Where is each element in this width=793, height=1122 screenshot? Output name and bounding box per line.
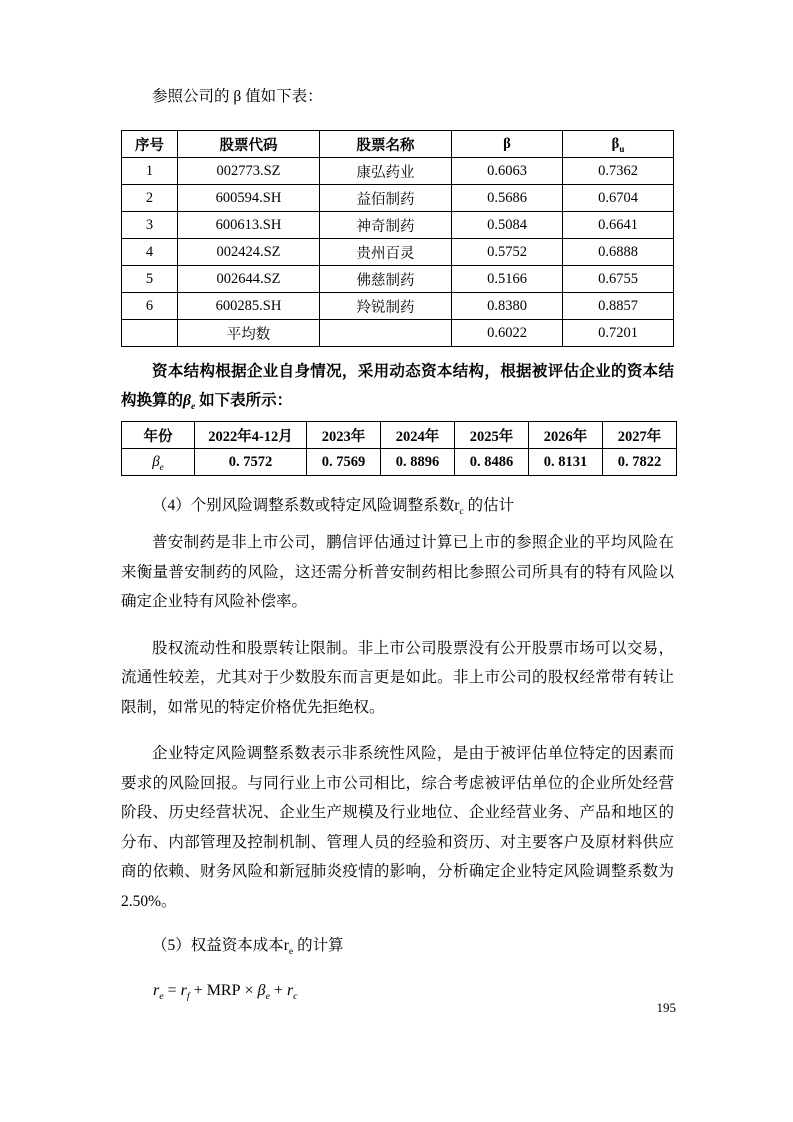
- cost-of-equity-formula: [153, 982, 674, 1003]
- heading-item-4: （4）个别风险调整系数或特定风险调整系数$r_c$ 的估计: [152, 497, 515, 518]
- rc-subscript: c: [459, 506, 464, 518]
- table-cell: 0.6063: [452, 158, 563, 185]
- beta-reference-table: [121, 130, 674, 347]
- col-header-2023: 2023年: [307, 422, 381, 449]
- table-cell: 益佰制药: [320, 185, 452, 212]
- table-cell: 3: [122, 212, 178, 239]
- table-cell: 0.6022: [452, 320, 563, 347]
- col-header-2026: 2026年: [529, 422, 603, 449]
- table-cell: 1: [122, 158, 178, 185]
- col-header-2027: 2027年: [603, 422, 677, 449]
- table-cell: 贵州百灵: [320, 239, 452, 266]
- formula-rc: $r_c$: [286, 982, 298, 1003]
- table-cell: 5: [122, 266, 178, 293]
- capital-text-after: 如下表所示：: [195, 392, 293, 409]
- times-sign: ×: [244, 982, 254, 999]
- table-cell: 0.8380: [452, 293, 563, 320]
- table-cell: 0.5166: [452, 266, 563, 293]
- table-cell: 600285.SH: [178, 293, 320, 320]
- table-cell: [320, 320, 452, 347]
- beta-e-row-label: $\beta_e$: [122, 449, 195, 476]
- col-header-stock-code: 股票代码: [178, 131, 320, 158]
- table-cell: 600594.SH: [178, 185, 320, 212]
- col-header-2022: 2022年4-12月: [195, 422, 307, 449]
- beta-e-symbol: $\beta_e$: [183, 392, 196, 413]
- col-header-2024: 2024年: [381, 422, 455, 449]
- beta-u-base: β: [611, 135, 620, 152]
- formula-beta-e: $\beta_e$: [257, 982, 270, 1003]
- table-cell: 0.7201: [563, 320, 674, 347]
- table-header-row: [122, 422, 677, 449]
- col-header-seq: 序号: [122, 131, 178, 158]
- beta-u-sub: u: [619, 143, 625, 154]
- col-header-beta-u: [563, 131, 674, 158]
- table-row: [122, 449, 677, 476]
- table-row: [122, 212, 674, 239]
- table-cell: 002424.SZ: [178, 239, 320, 266]
- table-row: [122, 185, 674, 212]
- formula-re: $r_e$: [153, 982, 164, 1003]
- col-header-year: 年份: [122, 422, 195, 449]
- paragraph-specific-risk-factors: 企业特定风险调整系数表示非系统性风险，是由于被评估单位特定的因素而要求的风险回报。与同行业上市公司相比，综合考虑被评估单位的企业所处经营阶段、历史经营状况、企业生产规模及行业地位、企业经营业务、产品和地区的分布、内部管理及控制机制、管理人员的经验和资历、对主要客户及原材料供应商的依赖、财务风险和新冠肺炎疫情的影响，分析确定企业特定风险调整系数为2.50%。: [121, 745, 674, 910]
- table-cell: 2: [122, 185, 178, 212]
- capital-text-before: 资本结构根据企业自身情况，采用动态资本结构，根据被评估企业的资本结构换算的: [121, 363, 674, 409]
- col-header-stock-name: 股票名称: [320, 131, 452, 158]
- table-cell: 6: [122, 293, 178, 320]
- beta-e-value-2026: 0. 8131: [529, 449, 603, 476]
- table-cell: [122, 320, 178, 347]
- beta-e-value-2025: 0. 8486: [455, 449, 529, 476]
- table-row: [122, 320, 674, 347]
- table-cell: 0.5084: [452, 212, 563, 239]
- table-cell: 佛慈制药: [320, 266, 452, 293]
- table-cell: 羚锐制药: [320, 293, 452, 320]
- table-cell: 0.7362: [563, 158, 674, 185]
- table-cell: 0.6755: [563, 266, 674, 293]
- capital-structure-paragraph: [121, 357, 674, 415]
- table-cell: 神奇制药: [320, 212, 452, 239]
- table-cell: 002644.SZ: [178, 266, 320, 293]
- col-header-beta: β: [452, 131, 563, 158]
- table-row: [122, 293, 674, 320]
- beta-e-value-2024: 0. 8896: [381, 449, 455, 476]
- plus-sign-2: +: [273, 982, 283, 999]
- table-cell: 康弘药业: [320, 158, 452, 185]
- beta-table-body: [122, 158, 674, 347]
- plus-sign: +: [193, 982, 203, 999]
- table-cell: 0.6704: [563, 185, 674, 212]
- beta-e-by-year-table: [121, 421, 677, 476]
- equals-sign: =: [167, 982, 177, 999]
- table-header-row: [122, 131, 674, 158]
- beta-e-value-2022: 0. 7572: [195, 449, 307, 476]
- paragraph-risk-intro: 普安制药是非上市公司，鹏信评估通过计算已上市的参照企业的平均风险在来衡量普安制药的风险，这还需分析普安制药相比参照公司所具有的特有风险以确定企业特有风险补偿率。: [121, 534, 674, 610]
- re-subscript: e: [288, 946, 294, 958]
- paragraph-liquidity-restriction: 股权流动性和股票转让限制。非上市公司股票没有公开股票市场可以交易，流通性较差，尤其对于少数股东而言更是如此。非上市公司的股权经常带有转让限制，如常见的特定价格优先拒绝权。: [121, 639, 674, 716]
- heading-item-5: （5）权益资本成本$r_e$ 的计算: [152, 937, 344, 958]
- intro-text: 参照公司的 β 值如下表：: [152, 88, 323, 105]
- table-row: [122, 239, 674, 266]
- table-cell: 平均数: [178, 320, 320, 347]
- table-cell: 4: [122, 239, 178, 266]
- page-number: 195: [656, 1000, 676, 1015]
- table-cell: 0.5752: [452, 239, 563, 266]
- formula-mrp: MRP: [206, 982, 241, 999]
- beta-e-value-2027: 0. 7822: [603, 449, 677, 476]
- table-cell: 0.6641: [563, 212, 674, 239]
- table-row: [122, 266, 674, 293]
- table-row: [122, 158, 674, 185]
- table-cell: 002773.SZ: [178, 158, 320, 185]
- table-cell: 0.5686: [452, 185, 563, 212]
- table-cell: 600613.SH: [178, 212, 320, 239]
- col-header-2025: 2025年: [455, 422, 529, 449]
- table-cell: 0.8857: [563, 293, 674, 320]
- table-cell: 0.6888: [563, 239, 674, 266]
- formula-rf: $r_f$: [180, 982, 190, 1003]
- beta-e-value-2023: 0. 7569: [307, 449, 381, 476]
